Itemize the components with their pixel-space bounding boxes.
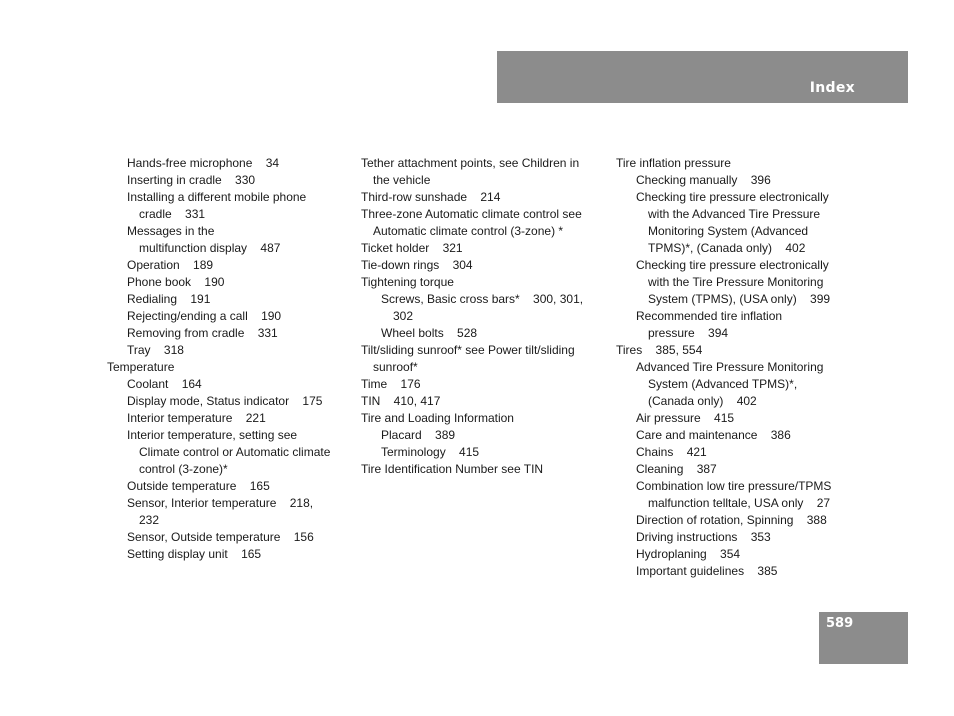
index-column-1 xyxy=(107,155,347,563)
index-entry: Sensor, Interior temperature 218, xyxy=(127,496,314,510)
index-entry: Direction of rotation, Spinning 388 xyxy=(636,513,827,527)
index-entry: Checking tire pressure electronically xyxy=(636,258,829,272)
index-entry: Combination low tire pressure/TPMS xyxy=(636,479,832,493)
index-entry: Phone book 190 xyxy=(127,275,225,289)
page-number-box xyxy=(819,612,908,664)
index-entry: Display mode, Status indicator 175 xyxy=(127,394,323,408)
index-entry: Inserting in cradle 330 xyxy=(127,173,256,187)
index-entry: Messages in the xyxy=(127,224,215,238)
index-entry: Tires 385, 554 xyxy=(616,343,703,357)
index-entry: Tether attachment points, see Children in xyxy=(361,156,580,170)
index-entry: Tire and Loading Information xyxy=(361,411,514,425)
index-entry: Time 176 xyxy=(361,377,421,391)
index-entry: Installing a different mobile phone xyxy=(127,190,307,204)
index-entry: Rejecting/ending a call 190 xyxy=(127,309,282,323)
index-entry: Air pressure 415 xyxy=(636,411,735,425)
index-entry: Terminology 415 xyxy=(381,445,480,459)
index-entry: Sensor, Outside temperature 156 xyxy=(127,530,314,544)
index-entry: Interior temperature, setting see xyxy=(127,428,298,442)
index-entry: Operation 189 xyxy=(127,258,214,272)
index-entry: Setting display unit 165 xyxy=(127,547,262,561)
index-entry: Coolant 164 xyxy=(127,377,202,391)
index-entry: Checking manually 396 xyxy=(636,173,771,187)
index-entry: Advanced Tire Pressure Monitoring xyxy=(636,360,824,374)
index-entry: Screws, Basic cross bars* 300, 301, xyxy=(381,292,584,306)
page-number: 589 xyxy=(826,616,854,631)
index-entry: Monitoring System (Advanced xyxy=(648,224,809,238)
index-column-2 xyxy=(361,155,603,478)
index-column-3 xyxy=(616,155,852,580)
index-entry: with the Advanced Tire Pressure xyxy=(648,207,821,221)
index-entry: Checking tire pressure electronically xyxy=(636,190,829,204)
index-entry: Chains 421 xyxy=(636,445,707,459)
index-entry: Recommended tire inflation xyxy=(636,309,783,323)
index-entry: Placard 389 xyxy=(381,428,456,442)
index-entry: Third-row sunshade 214 xyxy=(361,190,501,204)
index-entry: Tray 318 xyxy=(127,343,184,357)
index-entry: the vehicle xyxy=(373,173,431,187)
index-entry: Automatic climate control (3-zone) * xyxy=(373,224,564,238)
index-entry: Climate control or Automatic climate xyxy=(139,445,331,459)
index-entry: Tire inflation pressure xyxy=(616,156,731,170)
index-entry: Tilt/sliding sunroof* see Power tilt/sliding xyxy=(361,343,575,357)
index-entry: Ticket holder 321 xyxy=(361,241,463,255)
index-entry: Wheel bolts 528 xyxy=(381,326,478,340)
index-entry: Hydroplaning 354 xyxy=(636,547,741,561)
index-entry: Redialing 191 xyxy=(127,292,211,306)
index-entry: Outside temperature 165 xyxy=(127,479,270,493)
index-entry: Driving instructions 353 xyxy=(636,530,771,544)
index-entry: pressure 394 xyxy=(648,326,729,340)
index-entry: Important guidelines 385 xyxy=(636,564,778,578)
index-entry: Removing from cradle 331 xyxy=(127,326,278,340)
index-entry: Interior temperature 221 xyxy=(127,411,266,425)
index-entry: sunroof* xyxy=(373,360,418,374)
index-entry: TPMS)*, (Canada only) 402 xyxy=(648,241,806,255)
index-entry: Tire Identification Number see TIN xyxy=(361,462,544,476)
index-entry: Tightening torque xyxy=(361,275,454,289)
index-entry: Hands-free microphone 34 xyxy=(127,156,280,170)
index-entry: Cleaning 387 xyxy=(636,462,717,476)
page-title: Index xyxy=(809,80,855,96)
index-entry: malfunction telltale, USA only 27 xyxy=(648,496,831,510)
index-entry: Tie-down rings 304 xyxy=(361,258,473,272)
index-entry: TIN 410, 417 xyxy=(361,394,441,408)
index-entry: cradle 331 xyxy=(139,207,206,221)
index-entry: with the Tire Pressure Monitoring xyxy=(648,275,824,289)
index-entry: 302 xyxy=(393,309,414,323)
index-entry: Three-zone Automatic climate control see xyxy=(361,207,582,221)
index-entry: Temperature xyxy=(107,360,175,374)
index-entry: System (TPMS), (USA only) 399 xyxy=(648,292,831,306)
index-entry: control (3-zone)* xyxy=(139,462,228,476)
header-bar xyxy=(497,51,908,103)
index-entry: System (Advanced TPMS)*, xyxy=(648,377,798,391)
index-entry: 232 xyxy=(139,513,160,527)
index-entry: (Canada only) 402 xyxy=(648,394,757,408)
index-entry: Care and maintenance 386 xyxy=(636,428,791,442)
index-entry: multifunction display 487 xyxy=(139,241,281,255)
